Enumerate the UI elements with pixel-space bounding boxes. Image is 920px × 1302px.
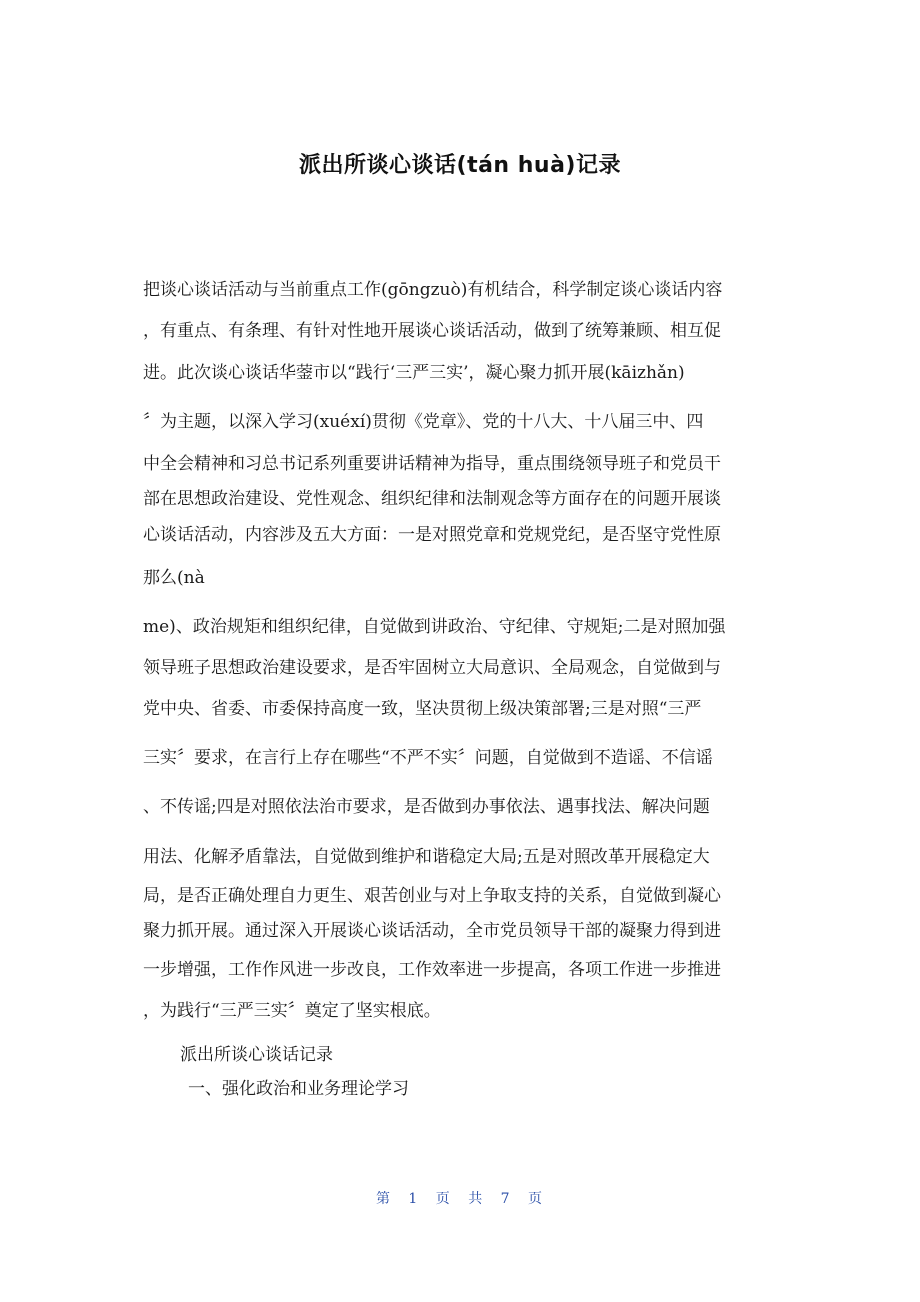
document-title: 派出所谈心谈话(tán huà)记录 <box>299 153 621 178</box>
paragraph-line: 局，是否正确处理自力更生、艰苦创业与对上争取支持的关系，自觉做到凝心 <box>143 886 721 906</box>
paragraph-line: 三实〞要求，在言行上存在哪些“不严不实〞问题，自觉做到不造谣、不信谣 <box>143 748 713 768</box>
subsection-title: 一、强化政治和业务理论学习 <box>188 1079 409 1099</box>
paragraph-line: 聚力抓开展。通过深入开展谈心谈话活动，全市党员领导干部的凝聚力得到进 <box>143 921 721 941</box>
paragraph-line: 心谈话活动，内容涉及五大方面：一是对照党章和党规党纪，是否坚守党性原 <box>143 525 721 545</box>
paragraph-line: 党中央、省委、市委保持高度一致，坚决贯彻上级决策部署;三是对照“三严 <box>143 699 702 719</box>
section-title: 派出所谈心谈话记录 <box>180 1045 333 1065</box>
paragraph-line: 进。此次谈心谈话华蓥市以“践行‘三严三实’，凝心聚力抓开展(kāizhǎn) <box>143 363 685 383</box>
paragraph-line: 那么(nà <box>143 568 205 588</box>
paragraph-line: 领导班子思想政治建设要求，是否牢固树立大局意识、全局观念，自觉做到与 <box>143 658 721 678</box>
paragraph-line: ，有重点、有条理、有针对性地开展谈心谈话活动，做到了统筹兼顾、相互促 <box>143 321 721 341</box>
paragraph-line: 把谈心谈话活动与当前重点工作(gōngzuò)有机结合，科学制定谈心谈话内容 <box>143 280 723 300</box>
page-number-footer: 第 1 页 共 7 页 <box>375 1191 545 1207</box>
paragraph-line: ，为践行“三严三实〞奠定了坚实根底。 <box>143 1001 441 1021</box>
paragraph-line: 、不传谣;四是对照依法治市要求，是否做到办事依法、遇事找法、解决问题 <box>143 797 710 817</box>
paragraph-line: 部在思想政治建设、党性观念、组织纪律和法制观念等方面存在的问题开展谈 <box>143 489 721 509</box>
paragraph-line: me)、政治规矩和组织纪律，自觉做到讲政治、守纪律、守规矩;二是对照加强 <box>143 617 726 637</box>
paragraph-line: 〞为主题，以深入学习(xuéxí)贯彻《党章》、党的十八大、十八届三中、四 <box>143 412 704 432</box>
paragraph-line: 一步增强，工作作风进一步改良，工作效率进一步提高，各项工作进一步推进 <box>143 960 721 980</box>
paragraph-line: 用法、化解矛盾靠法，自觉做到维护和谐稳定大局;五是对照改革开展稳定大 <box>143 847 710 867</box>
paragraph-line: 中全会精神和习总书记系列重要讲话精神为指导，重点围绕领导班子和党员干 <box>143 454 721 474</box>
